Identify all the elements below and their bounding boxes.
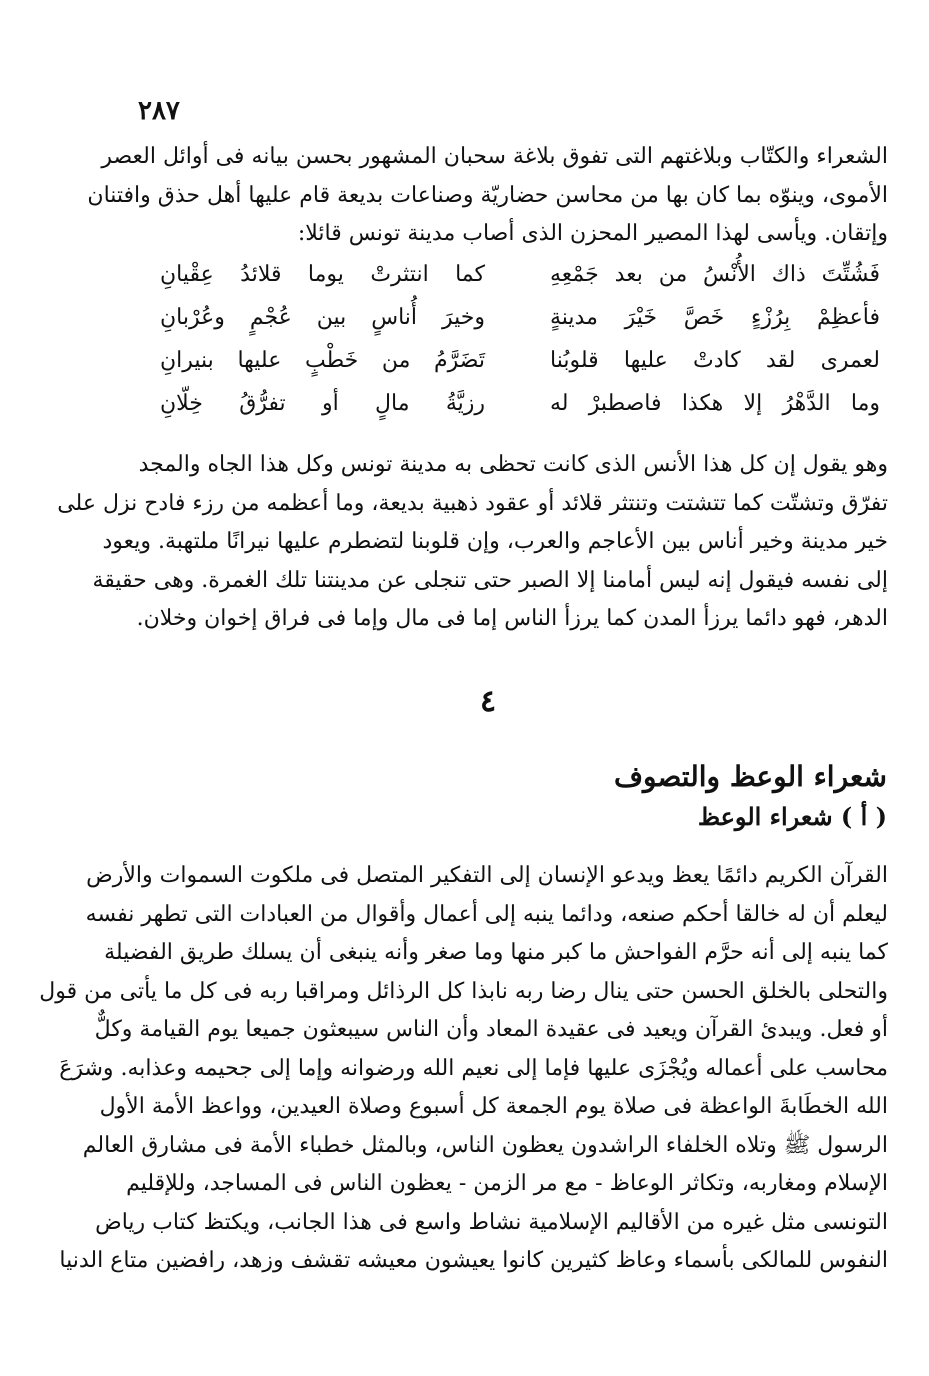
body-line: الإسلام ومغاربه، وتكاثر الوعاظ - مع مر الزمن - يعظون الناس فى المساجد، وللإقليم	[126, 1171, 888, 1196]
section-title: شعراء الوعظ والتصوف	[614, 760, 887, 793]
commentary-paragraph	[57, 446, 888, 639]
body-paragraph	[39, 857, 888, 1281]
body-line: التونسى مثل غيره من الأقاليم الإسلامية نشاط واسع فى هذا الجانب، ويكتظ كتاب رياض	[95, 1209, 888, 1235]
intro-paragraph	[87, 138, 888, 254]
hemistich-second: وخيرَ أُناسٍ بين عُجْمٍ وعُرْبانِ	[160, 305, 485, 330]
commentary-line: إلى نفسه فيقول إنه ليس أمامنا إلا الصبر حتى تنجلى عن مدينتنا تلك الغمرة. وهى حقيقة	[92, 567, 888, 593]
hemistich-second: كما انتثرتْ يوما قلائدُ عِقْيانِ	[160, 262, 485, 287]
body-line: الله الخطَابةَ الواعظة فى صلاة يوم الجمعة كل أسبوع وصلاة العيدين، وواعظ الأمة الأول	[99, 1094, 888, 1119]
body-line: محاسب على أعماله ويُجْزَى عليها فإما إلى نعيم الله ورضوانه وإما إلى جحيمه وعذابه. وشرَعَ	[59, 1055, 888, 1081]
page-number: ٢٨٧	[138, 96, 180, 126]
hemistich-second: تَضَرَّمُ من خَطْبٍ عليها بنيرانِ	[160, 348, 485, 373]
body-line: والتحلى بالخلق الحسن حتى ينال رضا ربه نابذا كل الرذائل ومراقبا ربه فى كل ما يأتى من قول	[39, 978, 888, 1004]
intro-line: الأموى، وينوّه بما كان بها من محاسن حضاريّة وصناعات بديعة قام عليها أهل حذق وافتنان	[87, 182, 888, 208]
poem-verse	[160, 348, 880, 391]
body-line: أو فعل. ويبدئ القرآن ويعيد فى عقيدة المعاد وأن الناس سيبعثون جميعا يوم القيامة وكلٌّ	[94, 1017, 888, 1042]
section-number: ٤	[480, 684, 497, 719]
commentary-line: وهو يقول إن كل هذا الأنس الذى كانت تحظى به مدينة تونس وكل هذا الجاه والمجد	[138, 452, 888, 477]
hemistich-first: وما الدَّهْرُ إلا هكذا فاصطبرْ له	[550, 391, 880, 416]
poem	[160, 262, 880, 434]
body-line: الرسول ﷺ وتلاه الخلفاء الراشدون يعظون الناس، وبالمثل خطباء الأمة فى مشارق العالم	[82, 1132, 888, 1158]
intro-line: وإتقان. ويأسى لهذا المصير المحزن الذى أصاب مدينة تونس قائلا:	[297, 221, 888, 246]
hemistich-first: فَشُتِّتَ ذاك الأُنْسُ من بعد جَمْعِهِ	[550, 262, 880, 287]
poem-verse	[160, 262, 880, 305]
poem-verse	[160, 391, 880, 434]
body-line: القرآن الكريم دائمًا يعظ ويدعو الإنسان إلى التفكير المتصل فى ملكوت السموات والأرض	[86, 863, 888, 888]
commentary-line: الدهر، فهو دائما يرزأ المدن كما يرزأ الناس إما فى مال وإما فى فراق إخوان وخلان.	[136, 606, 888, 631]
body-line: النفوس للمالكى بأسماء وعاظ كثيرين كانوا يعيشون معيشه تقشف وزهد، رافضين متاع الدنيا	[59, 1248, 888, 1273]
hemistich-first: فأعظِمْ بِرُزْءٍ خَصَّ خَيْرَ مدينةٍ	[550, 305, 880, 330]
hemistich-second: رزيَّةُ مالٍ أو تفرُّقُ خِلّانِ	[160, 391, 485, 416]
hemistich-first: لعمرى لقد كادتْ عليها قلوبُنا	[550, 348, 880, 373]
body-line: كما ينبه إلى أنه حرَّم الفواحش ما كبر منها وما صغر وأنه ينبغى أن يسلك طريق الفضيلة	[104, 940, 888, 965]
body-line: ليعلم أن له خالقا أحكم صنعه، ودائما ينبه إلى أعمال وأقوال من العبادات التى تطهر نفسه	[85, 901, 888, 927]
intro-line: الشعراء والكتّاب وبلاغتهم التى تفوق بلاغة سحبان المشهور بحسن بيانه فى أوائل العصر	[101, 144, 888, 169]
commentary-line: تفرّق وتشتّت كما تتشتت وتنتثر قلائد أو عقود ذهبية بديعة، وما أعظمه من رزء فادح نزل على	[57, 490, 888, 516]
commentary-line: خير مدينة وخير أناس بين الأعاجم والعرب، وإن قلوبنا لتضطرم عليها نيرانًا ملتهبة. ويعود	[102, 529, 888, 554]
subsection-title: ( أ ) شعراء الوعظ	[697, 802, 887, 831]
poem-verse	[160, 305, 880, 348]
